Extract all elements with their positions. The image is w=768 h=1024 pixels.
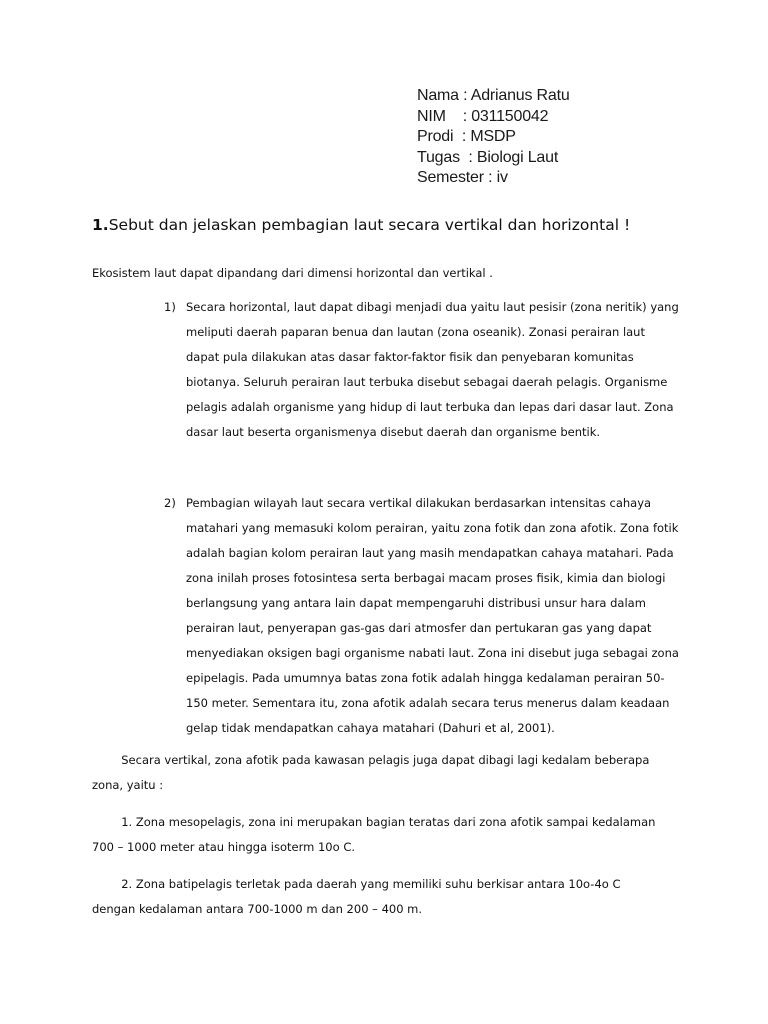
student-prodi: Prodi : MSDP bbox=[417, 128, 516, 145]
text-line: pelagis adalah organisme yang hidup di laut terbuka dan lepas dari dasar laut. Zona bbox=[186, 400, 674, 414]
text-line: biotanya. Seluruh perairan laut terbuka disebut sebagai daerah pelagis. Organisme bbox=[186, 375, 668, 389]
list-item-text bbox=[186, 496, 686, 746]
intro-paragraph: Ekosistem laut dapat dipandang dari dimensi horizontal dan vertikal . bbox=[92, 266, 493, 280]
text-line: menyediakan oksigen bagi organisme nabati laut. Zona ini disebut juga sebagai zona bbox=[186, 646, 679, 660]
text-line: Pembagian wilayah laut secara vertikal dilakukan berdasarkan intensitas cahaya bbox=[186, 496, 652, 510]
text-line: 2. Zona batipelagis terletak pada daerah yang memiliki suhu berkisar antara 10o-4o C bbox=[92, 877, 621, 891]
vertical-zones-intro bbox=[92, 753, 649, 803]
student-info bbox=[417, 86, 570, 189]
student-nim: NIM : 031150042 bbox=[417, 107, 549, 125]
text-line: dapat pula dilakukan atas dasar faktor-faktor fisik dan penyebaran komunitas bbox=[186, 350, 634, 364]
text-line: Secara vertikal, zona afotik pada kawasan pelagis juga dapat dibagi lagi kedalam beberapa bbox=[92, 753, 650, 767]
question-text: Sebut dan jelaskan pembagian laut secara vertikal dan horizontal ! bbox=[108, 216, 631, 234]
list-item-text bbox=[186, 300, 686, 450]
text-line: dengan kedalaman antara 700-1000 m dan 200 – 400 m. bbox=[92, 902, 423, 916]
text-line: zona, yaitu : bbox=[92, 778, 164, 792]
text-line: Secara horizontal, laut dapat dibagi menjadi dua yaitu laut pesisir (zona neritik) yang bbox=[186, 300, 679, 314]
zone-mesopelagis bbox=[92, 815, 655, 865]
student-name: Nama : Adrianus Ratu bbox=[417, 87, 570, 104]
text-line: 1. Zona mesopelagis, zona ini merupakan bagian teratas dari zona afotik sampai kedalaman bbox=[92, 815, 656, 829]
question-number: 1. bbox=[92, 216, 109, 234]
text-line: meliputi daerah paparan benua dan lautan (zona oseanik). Zonasi perairan laut bbox=[186, 325, 645, 339]
student-tugas: Tugas : Biologi Laut bbox=[417, 148, 559, 166]
text-line: gelap tidak mendapatkan cahaya matahari (Dahuri et al, 2001). bbox=[186, 721, 555, 735]
list-marker: 2) bbox=[164, 496, 176, 510]
student-semester: Semester : iv bbox=[417, 169, 508, 186]
text-line: perairan laut, penyerapan gas-gas dari atmosfer dan pertukaran gas yang dapat bbox=[186, 621, 652, 635]
text-line: 700 – 1000 meter atau hingga isoterm 10o C. bbox=[92, 840, 356, 854]
text-line: dasar laut beserta organismenya disebut daerah dan organisme bentik. bbox=[186, 425, 601, 439]
text-line: adalah bagian kolom perairan laut yang masih mendapatkan cahaya matahari. Pada bbox=[186, 546, 674, 560]
question-heading bbox=[92, 216, 630, 234]
list-marker: 1) bbox=[164, 300, 176, 314]
text-line: zona inilah proses fotosintesa serta berbagai macam proses fisik, kimia dan biologi bbox=[186, 571, 666, 585]
text-line: epipelagis. Pada umumnya batas zona fotik adalah hingga kedalaman perairan 50- bbox=[186, 671, 665, 685]
text-line: berlangsung yang antara lain dapat mempengaruhi distribusi unsur hara dalam bbox=[186, 596, 646, 610]
zone-batipelagis bbox=[92, 877, 621, 927]
text-line: matahari yang memasuki kolom perairan, yaitu zona fotik dan zona afotik. Zona fotik bbox=[186, 521, 679, 535]
text-line: 150 meter. Sementara itu, zona afotik adalah secara terus menerus dalam keadaan bbox=[186, 696, 670, 710]
